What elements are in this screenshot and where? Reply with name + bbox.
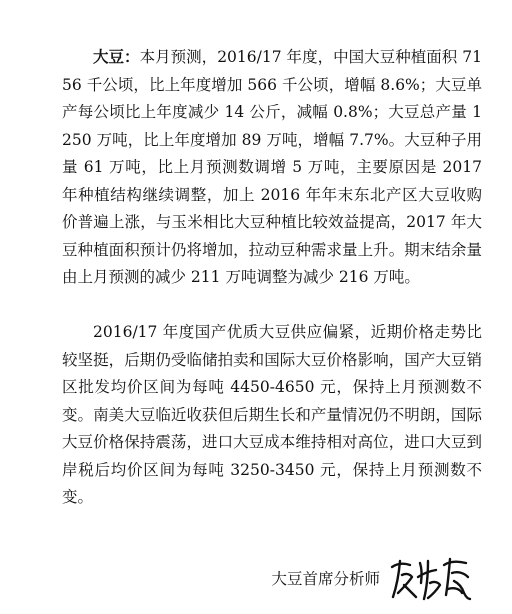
analyst-title: 大豆首席分析师 <box>271 570 380 588</box>
signature-block <box>271 553 472 605</box>
price-outlook-paragraph: 2016/17 年度国产优质大豆供应偏紧，近期价格走势比较坚挺，后期仍受临储拍卖和国际大豆价格影响，国产大豆销区批发均价区间为每吨 4450-4650 元，保持上月预测数不变。南美大豆临近收获但后期生长和产量情况仍不明朗，国际大豆价格保持震荡，进口大豆成本维持相对高位，进口大豆到岸税后均价区间为每吨 3250-3450 元，保持上月预测数不变。 <box>62 323 482 506</box>
soybean-forecast-paragraph <box>62 44 482 292</box>
forecast-paragraph-text: 本月预测，2016/17 年度，中国大豆种植面积 7156 千公顷，比上年度增加 566 千公顷，增幅 8.6%；大豆单产每公顷比上年度减少 14 公斤，减幅 0.8%；大豆总产量 1250 万吨，比上年度增加 89 万吨，增幅 7.7%。大豆种子用量 61 万吨，比上月预测数调增 5 万吨，主要原因是 2017 年种植结构继续调整，加上 2016 年年末东北产区大豆收购价普遍上涨，与玉米相比大豆种植比较效益提高，2017 年大豆种植面积预计仍将增加，拉动豆种需求量上升。期末结余量由上月预测的减少 211 万吨调整为减少 216 万吨。 <box>62 48 482 286</box>
handwritten-signature-icon <box>388 553 472 605</box>
section-lead-label: 大豆： <box>93 48 140 66</box>
